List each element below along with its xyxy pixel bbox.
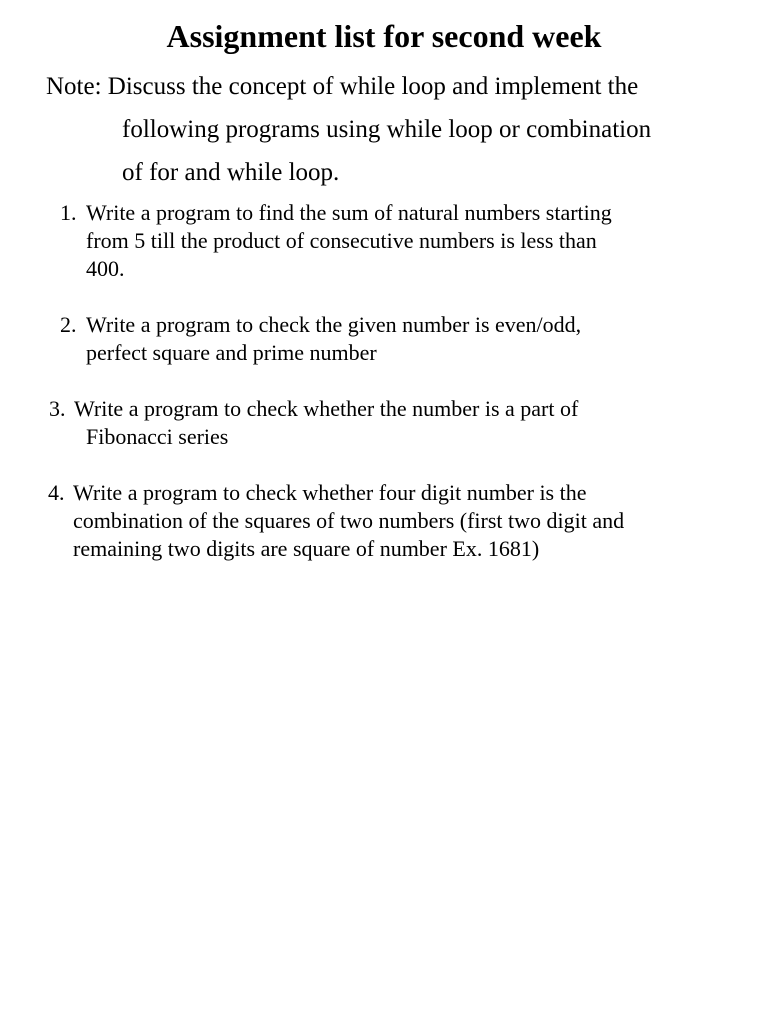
note-line: of for and while loop. (122, 159, 340, 186)
item-line: Write a program to find the sum of natural numbers starting (86, 200, 612, 225)
assignment-item-4 (48, 479, 625, 563)
item-line: Fibonacci series (86, 424, 229, 449)
assignment-item-3 (49, 395, 579, 451)
note-line: following programs using while loop or combination (122, 116, 652, 143)
item-line: from 5 till the product of consecutive numbers is less than (86, 228, 597, 253)
item-line: Write a program to check whether four digit number is the (73, 480, 587, 505)
assignment-item-1 (60, 199, 612, 283)
item-number: 4. (48, 480, 65, 505)
item-line: combination of the squares of two numbers (first two digit and (73, 508, 625, 533)
note-line: Note: Discuss the concept of while loop and implement the (46, 73, 639, 100)
item-number: 2. (60, 312, 77, 337)
assignment-note (46, 65, 746, 194)
item-line: remaining two digits are square of number Ex. 1681) (73, 536, 540, 561)
item-number: 3. (49, 396, 66, 421)
item-line: Write a program to check the given number is even/odd, (86, 312, 582, 337)
item-number: 1. (60, 200, 77, 225)
item-line: perfect square and prime number (86, 340, 377, 365)
assignment-item-2 (60, 311, 582, 367)
item-line: Write a program to check whether the number is a part of (74, 396, 579, 421)
page-title: Assignment list for second week (166, 18, 602, 54)
item-line: 400. (86, 256, 125, 281)
